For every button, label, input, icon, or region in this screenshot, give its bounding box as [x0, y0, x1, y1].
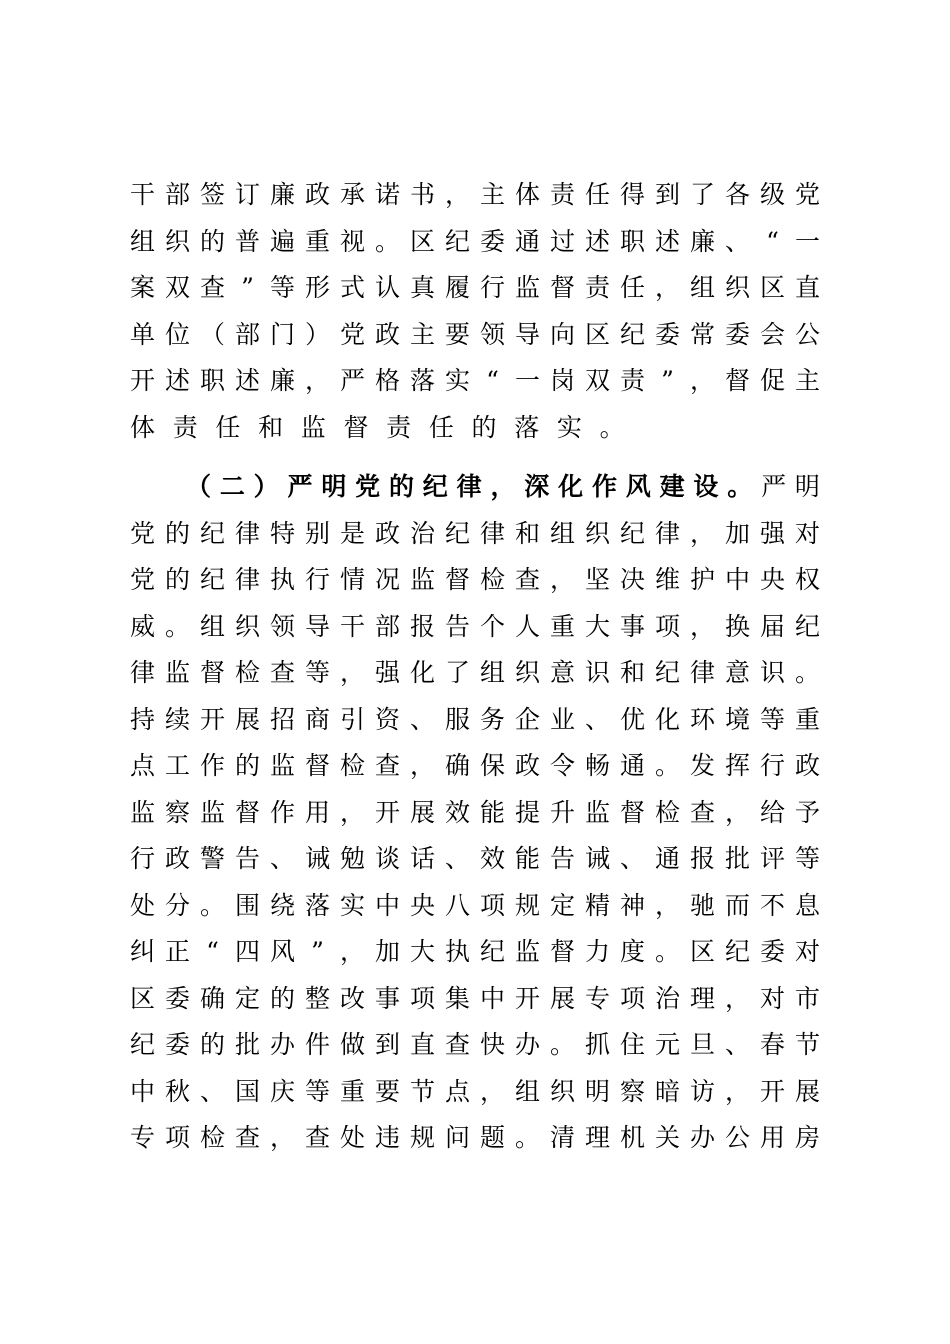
- text-line: 律 监 督 检 查 等 ， 强 化 了 组 织 意 识 和 纪 律 意 识 。: [130, 658, 821, 687]
- text-line: 体 责 任 和 监 督 责 任 的 落 实 。: [130, 412, 625, 442]
- heading-line: （ 二 ） 严 明 党 的 纪 律 ， 深 化 作 风 建 设 。 严 明: [186, 472, 820, 501]
- text-line: 案 双 查 ” 等 形 式 认 真 履 行 监 督 责 任 ， 组 织 区 直: [130, 273, 821, 302]
- text-line: 专 项 检 查 ， 查 处 违 规 问 题 。 清 理 机 关 办 公 用 房: [130, 1123, 821, 1152]
- text-line: 党 的 纪 律 特 别 是 政 治 纪 律 和 组 织 纪 律 ， 加 强 对: [130, 518, 821, 548]
- paragraph-2: [130, 464, 820, 1162]
- text-line: 单 位 （ 部 门 ） 党 政 主 要 领 导 向 区 纪 委 常 委 会 公: [130, 319, 821, 349]
- text-line: 组 织 的 普 遍 重 视 。 区 纪 委 通 过 述 职 述 廉 、 “ 一: [130, 226, 821, 256]
- text-line: 党 的 纪 律 执 行 情 况 监 督 检 查 ， 坚 决 维 护 中 央 权: [130, 565, 821, 594]
- text-line: 中 秋 、 国 庆 等 重 要 节 点 ， 组 织 明 察 暗 访 ， 开 展: [130, 1076, 821, 1106]
- paragraph-1: [130, 172, 820, 451]
- text-line: 干 部 签 订 廉 政 承 诺 书 ， 主 体 责 任 得 到 了 各 级 党: [130, 180, 821, 209]
- text-line: 开 述 职 述 廉 ， 严 格 落 实 “ 一 岗 双 责 ” ， 督 促 主: [130, 366, 821, 395]
- text-line: 纠 正 “ 四 风 ” ， 加 大 执 纪 监 督 力 度 。 区 纪 委 对: [130, 937, 821, 966]
- text-line: 区 委 确 定 的 整 改 事 项 集 中 开 展 专 项 治 理 ， 对 市: [130, 983, 821, 1013]
- text-line: 监 察 监 督 作 用 ， 开 展 效 能 提 升 监 督 检 查 ， 给 予: [130, 797, 821, 827]
- text-line: 行 政 警 告 、 诫 勉 谈 话 、 效 能 告 诫 、 通 报 批 评 等: [130, 844, 821, 873]
- text-line: 纪 委 的 批 办 件 做 到 直 查 快 办 。 抓 住 元 旦 、 春 节: [130, 1030, 821, 1059]
- text-line: 持 续 开 展 招 商 引 资 、 服 务 企 业 、 优 化 环 境 等 重: [130, 704, 821, 734]
- text-line: 威 。 组 织 领 导 干 部 报 告 个 人 重 大 事 项 ， 换 届 纪: [130, 611, 821, 641]
- text-line: 点 工 作 的 监 督 检 查 ， 确 保 政 令 畅 通 。 发 挥 行 政: [130, 751, 821, 780]
- text-line: 处 分 。 围 绕 落 实 中 央 八 项 规 定 精 神 ， 驰 而 不 息: [130, 890, 821, 920]
